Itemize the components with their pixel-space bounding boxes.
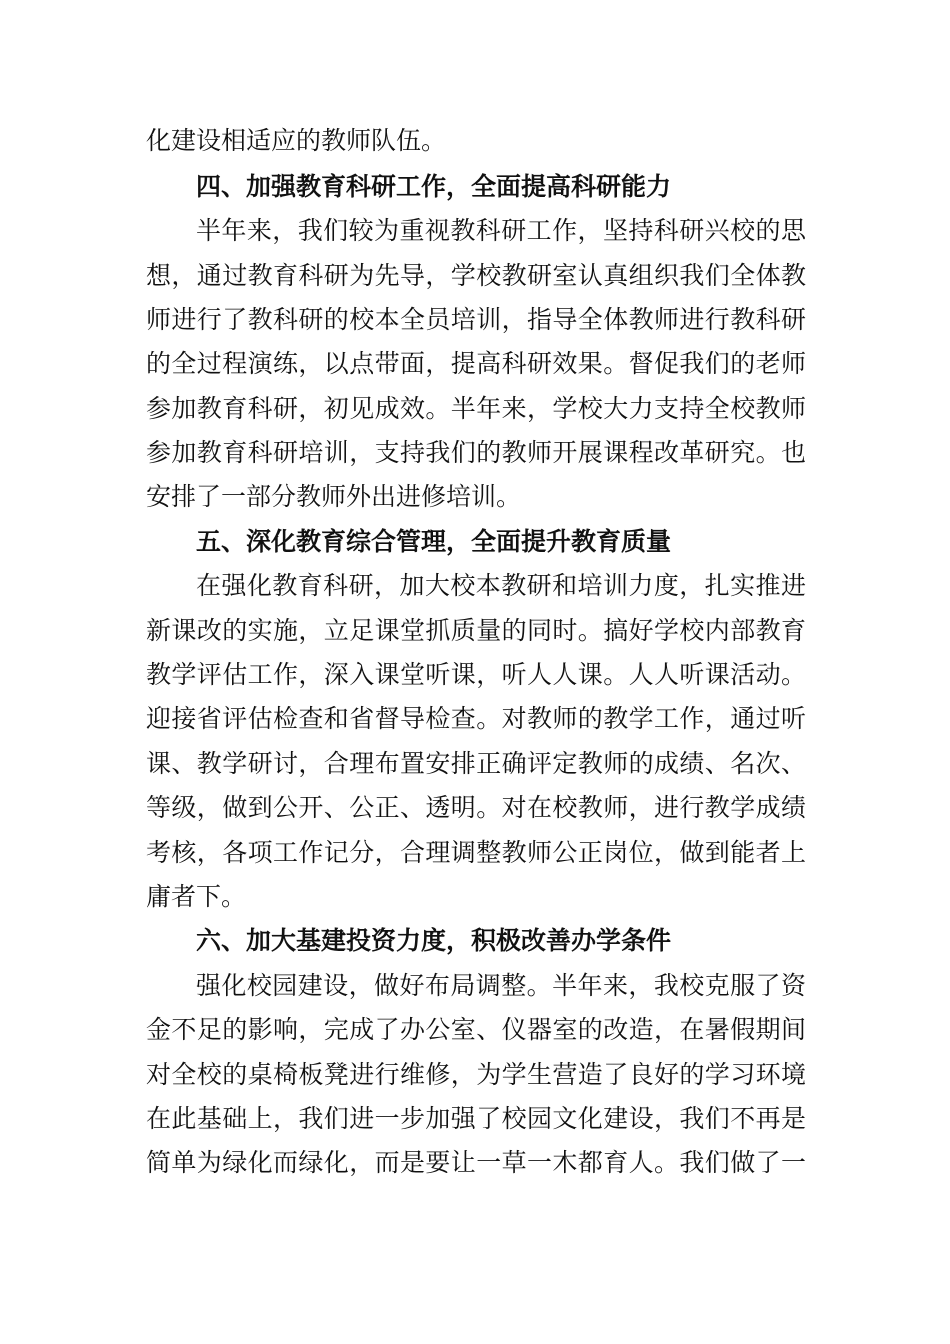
paragraph-line: 参加教育科研培训，支持我们的教师开展课程改革研究。也 — [146, 438, 806, 467]
paragraph-line: 等级，做到公开、公正、透明。对在校教师，进行教学成绩 — [146, 793, 806, 822]
paragraph-line: 迎接省评估检查和省督导检查。对教师的教学工作，通过听 — [146, 704, 806, 733]
paragraph-line: 师进行了教科研的校本全员培训，指导全体教师进行教科研 — [146, 305, 806, 334]
paragraph-line: 新课改的实施，立足课堂抓质量的同时。搞好学校内部教育 — [146, 616, 806, 645]
paragraph-line: 参加教育科研，初见成效。半年来，学校大力支持全校教师 — [146, 394, 806, 423]
paragraph-line: 的全过程演练，以点带面，提高科研效果。督促我们的老师 — [146, 349, 806, 378]
paragraph-line: 在此基础上，我们进一步加强了校园文化建设，我们不再是 — [146, 1104, 806, 1133]
paragraph-line: 在强化教育科研，加大校本教研和培训力度，扎实推进 — [196, 571, 806, 600]
paragraph-line: 化建设相适应的教师队伍。 — [146, 126, 447, 155]
paragraph-line: 想，通过教育科研为先导，学校教研室认真组织我们全体教 — [146, 261, 806, 290]
paragraph-line: 金不足的影响，完成了办公室、仪器室的改造，在暑假期间 — [146, 1015, 806, 1044]
section-heading-4: 四、加强教育科研工作，全面提高科研能力 — [196, 172, 672, 201]
paragraph-line: 半年来，我们较为重视教科研工作，坚持科研兴校的思 — [196, 216, 806, 245]
paragraph-line: 对全校的桌椅板凳进行维修，为学生营造了良好的学习环境 — [146, 1060, 806, 1089]
paragraph-line: 课、教学研讨，合理布置安排正确评定教师的成绩、名次、 — [146, 749, 806, 778]
section-heading-6: 六、加大基建投资力度，积极改善办学条件 — [196, 926, 672, 955]
paragraph-line: 简单为绿化而绿化，而是要让一草一木都育人。我们做了一 — [146, 1148, 806, 1177]
section-heading-5: 五、深化教育综合管理，全面提升教育质量 — [196, 527, 672, 556]
paragraph-line: 庸者下。 — [146, 882, 247, 911]
paragraph-line: 强化校园建设，做好布局调整。半年来，我校克服了资 — [196, 971, 806, 1000]
paragraph-line: 安排了一部分教师外出进修培训。 — [146, 482, 522, 511]
paragraph-line: 考核，各项工作记分，合理调整教师公正岗位，做到能者上 — [146, 838, 806, 867]
paragraph-line: 教学评估工作，深入课堂听课，听人人课。人人听课活动。 — [146, 660, 806, 689]
